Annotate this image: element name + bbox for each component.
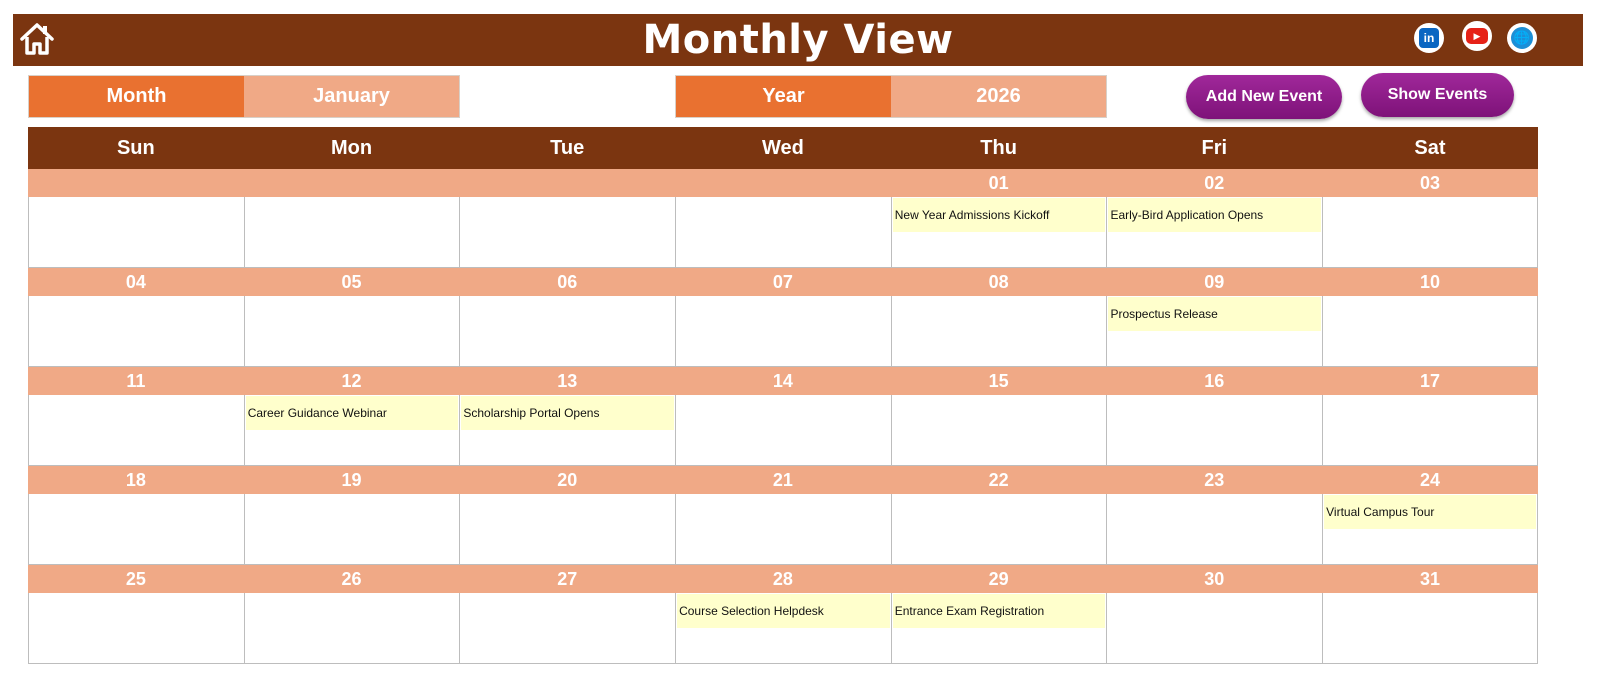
youtube-icon[interactable] — [1462, 21, 1492, 51]
day-cell[interactable] — [28, 197, 244, 268]
day-cell[interactable] — [1106, 296, 1322, 367]
web-glyph: 🌐 — [1511, 27, 1533, 49]
day-cell[interactable] — [28, 395, 244, 466]
day-cell[interactable] — [675, 494, 891, 565]
date-number — [459, 169, 675, 197]
day-cell[interactable] — [891, 593, 1107, 664]
weekday-label: Sun — [116, 136, 155, 159]
day-cell[interactable] — [675, 197, 891, 268]
date-number: 10 — [1419, 271, 1440, 292]
web-icon[interactable] — [1507, 23, 1537, 53]
day-cell[interactable] — [1106, 494, 1322, 565]
calendar-week — [28, 565, 1538, 664]
date-number: 09 — [1204, 271, 1225, 292]
month-value[interactable]: January — [244, 76, 459, 117]
day-cell[interactable] — [244, 296, 460, 367]
date-number: 11 — [126, 370, 146, 391]
date-row — [28, 169, 1538, 197]
day-cell[interactable] — [891, 197, 1107, 268]
date-number: 07 — [772, 271, 793, 292]
day-cell[interactable] — [675, 296, 891, 367]
linkedin-icon[interactable] — [1414, 23, 1444, 53]
day-cell[interactable] — [244, 395, 460, 466]
date-row — [28, 565, 1538, 593]
day-cell[interactable] — [244, 197, 460, 268]
date-number: 03 — [1419, 172, 1440, 193]
year-selector — [675, 75, 1107, 118]
date-number: 20 — [557, 469, 578, 490]
day-cells-row — [28, 395, 1538, 466]
date-number: 30 — [1204, 568, 1225, 589]
day-cell[interactable] — [1106, 197, 1322, 268]
event-item[interactable]: Virtual Campus Tour — [1324, 495, 1536, 529]
day-cell[interactable] — [28, 494, 244, 565]
day-cell[interactable] — [1106, 593, 1322, 664]
date-number: 15 — [988, 370, 1009, 391]
weekday-label: Mon — [330, 136, 373, 159]
date-number: 27 — [557, 568, 578, 589]
date-number: 31 — [1419, 568, 1440, 589]
show-events-button[interactable]: Show Events — [1361, 73, 1514, 117]
youtube-glyph: ▶ — [1466, 28, 1488, 44]
date-row — [28, 367, 1538, 395]
weekday-label: Wed — [761, 136, 804, 159]
event-item[interactable]: Early-Bird Application Opens — [1108, 198, 1321, 232]
day-cells-row — [28, 296, 1538, 367]
month-selector — [28, 75, 460, 118]
event-item[interactable]: Entrance Exam Registration — [893, 594, 1106, 628]
calendar-weeks — [28, 169, 1538, 664]
date-number: 22 — [988, 469, 1009, 490]
day-cell[interactable] — [1106, 395, 1322, 466]
date-number: 24 — [1419, 469, 1440, 490]
day-cell[interactable] — [675, 593, 891, 664]
date-number: 01 — [988, 172, 1009, 193]
weekday-label: Sat — [1414, 136, 1446, 159]
day-cell[interactable] — [459, 593, 675, 664]
day-cell[interactable] — [28, 593, 244, 664]
linkedin-glyph: in — [1419, 28, 1439, 48]
day-cell[interactable] — [1322, 395, 1538, 466]
date-number: 29 — [988, 568, 1009, 589]
year-value[interactable]: 2026 — [891, 76, 1106, 117]
date-number — [675, 169, 891, 197]
date-number — [28, 169, 244, 197]
date-number: 05 — [341, 271, 362, 292]
date-number: 08 — [988, 271, 1009, 292]
date-number: 18 — [125, 469, 146, 490]
date-number — [244, 169, 460, 197]
date-number: 19 — [341, 469, 362, 490]
weekday-header — [28, 127, 1538, 169]
home-icon[interactable] — [19, 21, 55, 57]
event-item[interactable]: New Year Admissions Kickoff — [893, 198, 1106, 232]
calendar-grid — [28, 127, 1538, 664]
day-cell[interactable] — [891, 494, 1107, 565]
date-number: 25 — [125, 568, 146, 589]
date-number: 04 — [125, 271, 146, 292]
date-number: 12 — [341, 370, 362, 391]
date-row — [28, 466, 1538, 494]
date-number: 26 — [341, 568, 362, 589]
event-item[interactable]: Scholarship Portal Opens — [461, 396, 674, 430]
month-label: Month — [29, 76, 244, 117]
day-cell[interactable] — [244, 494, 460, 565]
date-number: 28 — [772, 568, 793, 589]
date-number: 02 — [1204, 172, 1225, 193]
calendar-week — [28, 466, 1538, 565]
day-cell[interactable] — [891, 296, 1107, 367]
day-cells-row — [28, 593, 1538, 664]
date-number: 21 — [772, 469, 793, 490]
day-cell[interactable] — [1322, 593, 1538, 664]
page-title: Monthly View — [642, 17, 954, 63]
weekday-label: Thu — [980, 136, 1017, 159]
day-cell[interactable] — [459, 395, 675, 466]
day-cell[interactable] — [459, 494, 675, 565]
day-cells-row — [28, 494, 1538, 565]
calendar-week — [28, 268, 1538, 367]
date-number: 17 — [1419, 370, 1440, 391]
day-cell[interactable] — [244, 593, 460, 664]
day-cells-row — [28, 197, 1538, 268]
date-number: 16 — [1204, 370, 1225, 391]
date-row — [28, 268, 1538, 296]
date-number: 13 — [557, 370, 578, 391]
event-item[interactable]: Career Guidance Webinar — [246, 396, 459, 430]
day-cell[interactable] — [28, 296, 244, 367]
day-cell[interactable] — [1322, 197, 1538, 268]
date-number: 14 — [772, 370, 793, 391]
day-cell[interactable] — [459, 296, 675, 367]
day-cell[interactable] — [1322, 296, 1538, 367]
header-bar — [13, 14, 1583, 66]
event-item[interactable]: Prospectus Release — [1108, 297, 1321, 331]
calendar-week — [28, 169, 1538, 268]
event-item[interactable]: Course Selection Helpdesk — [677, 594, 890, 628]
day-cell[interactable] — [675, 395, 891, 466]
day-cell[interactable] — [1322, 494, 1538, 565]
day-cell[interactable] — [891, 395, 1107, 466]
date-number: 23 — [1204, 469, 1225, 490]
weekday-label: Tue — [550, 136, 585, 159]
year-label: Year — [676, 76, 891, 117]
calendar-week — [28, 367, 1538, 466]
add-new-event-button[interactable]: Add New Event — [1186, 75, 1342, 119]
date-number: 06 — [557, 271, 578, 292]
weekday-label: Fri — [1201, 136, 1228, 159]
day-cell[interactable] — [459, 197, 675, 268]
